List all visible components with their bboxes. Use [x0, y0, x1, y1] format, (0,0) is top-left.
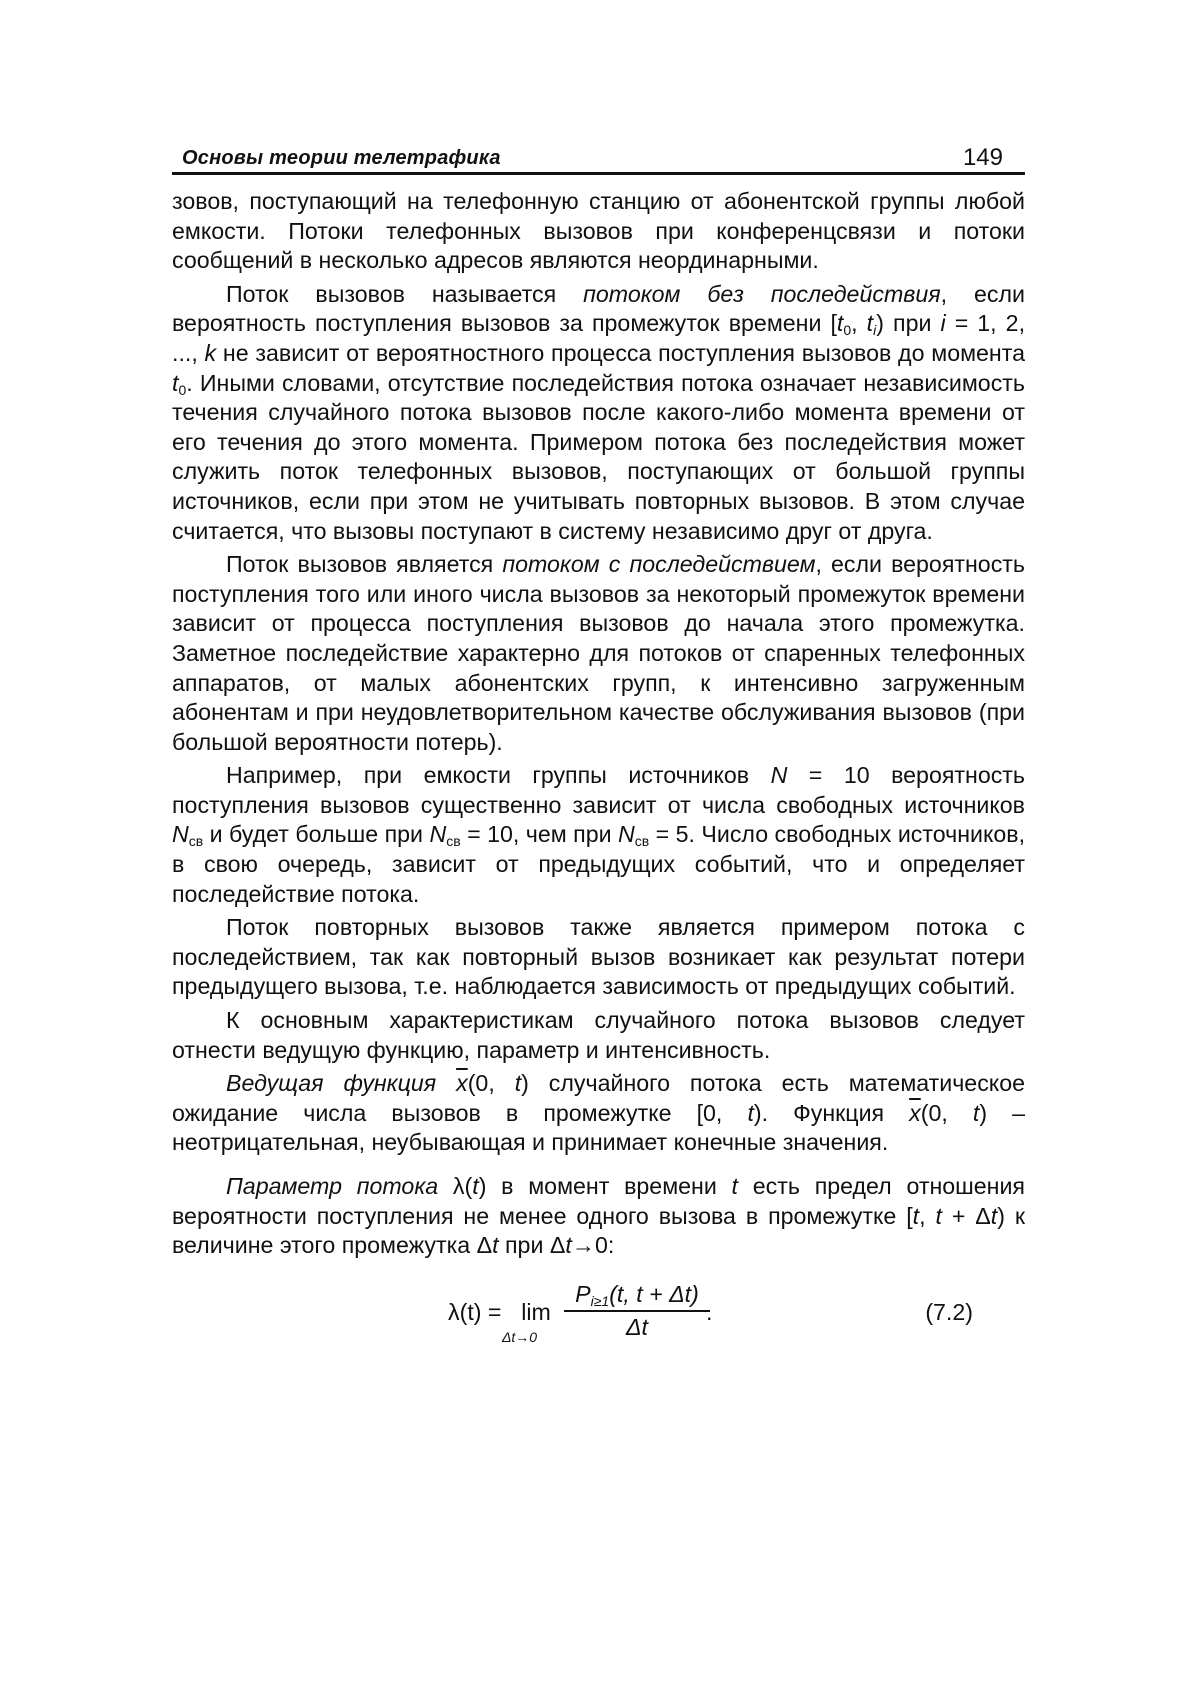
- formula-period: .: [706, 1298, 713, 1325]
- formula-lim: lim: [521, 1298, 551, 1325]
- paragraph-8: Параметр потока λ(t) в момент времени t есть предел отношения вероятности поступления не менее одного вызова в промежутке [t, t + Δt) к величине этого промежутка Δt при Δt→0:: [172, 1173, 1026, 1259]
- formula-7-2: [172, 1281, 1025, 1345]
- term-flow-parameter: Параметр потока: [226, 1173, 439, 1199]
- paragraph-3: Поток вызовов является потоком с последействием, если вероятность поступления того или иного числа вызовов за некоторый промежуток времени зависит от процесса поступления вызовов до начала этого промежутка. Заметное последействие характерно для потоков от спаренных телефонных аппаратов, от малых абонентских групп, к интенсивно загруженным абонентам и при неудовлетворительном качестве обслуживания вызовов (при большой вероятности потерь).: [172, 551, 1025, 755]
- formula-denominator: Δt: [626, 1313, 648, 1340]
- equation-number: (7.2): [925, 1298, 973, 1325]
- page-header: [172, 140, 1025, 175]
- page-number: 149: [962, 144, 1003, 171]
- formula-lhs: λ(t) =: [448, 1298, 502, 1325]
- running-title: Основы теории телетрафика: [182, 147, 501, 169]
- term-leading-function: Ведущая функция: [226, 1070, 437, 1097]
- document-page: [172, 140, 1025, 1345]
- formula-numerator: $P_{i\ge 1}(t$, t + Δt): [564, 1281, 710, 1312]
- term-no-aftereffect: потоком без последействия: [583, 280, 941, 307]
- paragraph-5: Поток повторных вызовов также является примером потока с последействием, так как повторный вызов возникает как результат потери предыдущего вызова, т.е. наблюдается зависимость от предыдущих событий.: [172, 914, 1025, 1000]
- formula-lim-subscript: Δt→0: [502, 1328, 538, 1345]
- paragraph-4: Например, при емкости группы источников N = 10 вероятность поступления вызовов существенно зависит от числа свободных источников $N_{св}$ и будет больше при $N_{св} = 10$, чем при $N_{св} = 5$. Число свободных источников, в свою очередь, зависит от предыдущих событий, что и определяет последействие потока.: [172, 762, 1026, 907]
- paragraph-7: Ведущая функция $\overline{x}(0$, t) случайного потока есть математическое ожидание числа вызовов в промежутке [0, t). Функция $\overline{x}(0$, t) – неотрицательная, неубывающая и принимает конечные значения.: [172, 1070, 1025, 1156]
- formula-fraction: [564, 1280, 713, 1341]
- body-text: [172, 187, 1025, 1261]
- paragraph-1: зовов, поступающий на телефонную станцию от абонентской группы любой емкости. Потоки телефонных вызовов при конференцсвязи и потоки сообщений в несколько адресов являются неординарными.: [172, 188, 1025, 274]
- paragraph-6: К основным характеристикам случайного потока вызовов следует отнести ведущую функцию, параметр и интенсивность.: [172, 1007, 1025, 1063]
- term-with-aftereffect: потоком с последействием: [502, 551, 816, 578]
- paragraph-2: Поток вызовов называется потоком без последействия, если вероятность поступления вызовов за промежуток времени [$t_0$, $t_i$) при i = 1, 2, ..., k не зависит от вероятностного процесса поступления вызовов до момента $t_0$. Иными словами, отсутствие последействия потока означает независимость течения случайного потока вызовов после какого-либо момента времени от его течения до этого момента. Примером потока без последействия может служить поток телефонных вызовов, поступающих от большой группы источников, если при этом не учитывать повторных вызовов. В этом случае считается, что вызовы поступают в систему независимо друг от друга.: [172, 280, 1026, 544]
